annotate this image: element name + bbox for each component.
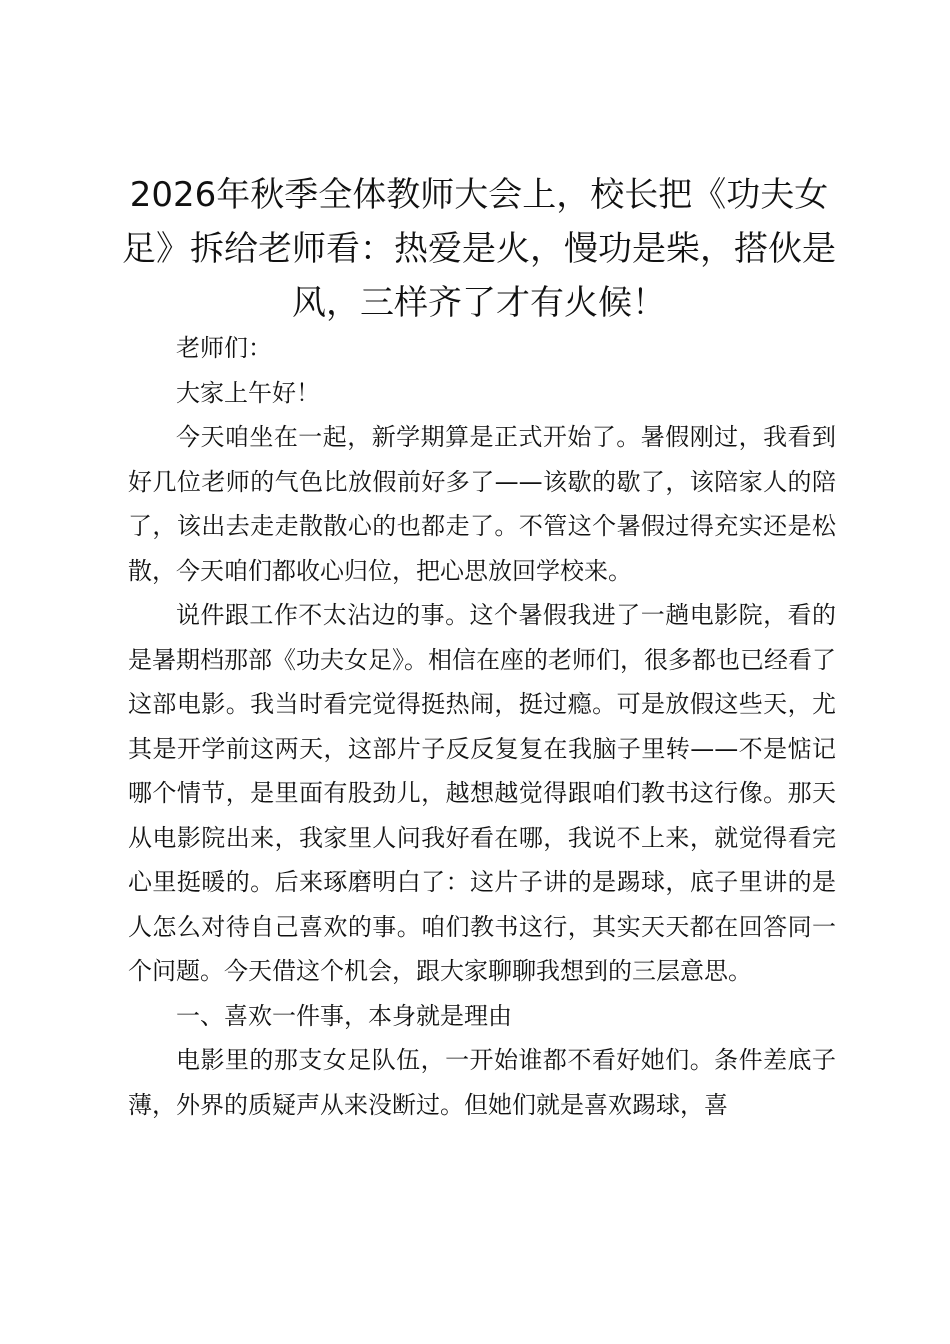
document-title: 2026年秋季全体教师大会上，校长把《功夫女足》拆给老师看：热爱是火，慢功是柴，搭伙是风，三样齐了才有火候！ — [122, 175, 836, 323]
section-heading: 一、喜欢一件事，本身就是理由 — [176, 1001, 512, 1030]
paragraph: 说件跟工作不太沾边的事。这个暑假我进了一趟电影院，看的是暑期档那部《功夫女足》。相信在座的老师们，很多都也已经看了这部电影。我当时看完觉得挺热闹，挺过瘾。可是放假这些天，尤其是开学前这两天，这部片子反反复复在我脑子里转——不是惦记哪个情节，是里面有股劲儿，越想越觉得跟咱们教书这行像。那天从电影院出来，我家里人问我好看在哪，我说不上来，就觉得看完心里挺暖的。后来琢磨明白了：这片子讲的是踢球，底子里讲的是人怎么对待自己喜欢的事。咱们教书这行，其实天天都在回答同一个问题。今天借这个机会，跟大家聊聊我想到的三层意思。 — [128, 601, 836, 985]
paragraph: 电影里的那支女足队伍，一开始谁都不看好她们。条件差底子薄，外界的质疑声从来没断过。但她们就是喜欢踢球，喜 — [128, 1046, 836, 1119]
document-body — [128, 326, 836, 1127]
paragraph: 今天咱坐在一起，新学期算是正式开始了。暑假刚过，我看到好几位老师的气色比放假前好多了——该歇的歇了，该陪家人的陪了，该出去走走散散心的也都走了。不管这个暑假过得充实还是松散，今天咱们都收心归位，把心思放回学校来。 — [128, 423, 836, 585]
salutation: 老师们： — [176, 334, 272, 362]
greeting: 大家上午好！ — [176, 378, 320, 407]
